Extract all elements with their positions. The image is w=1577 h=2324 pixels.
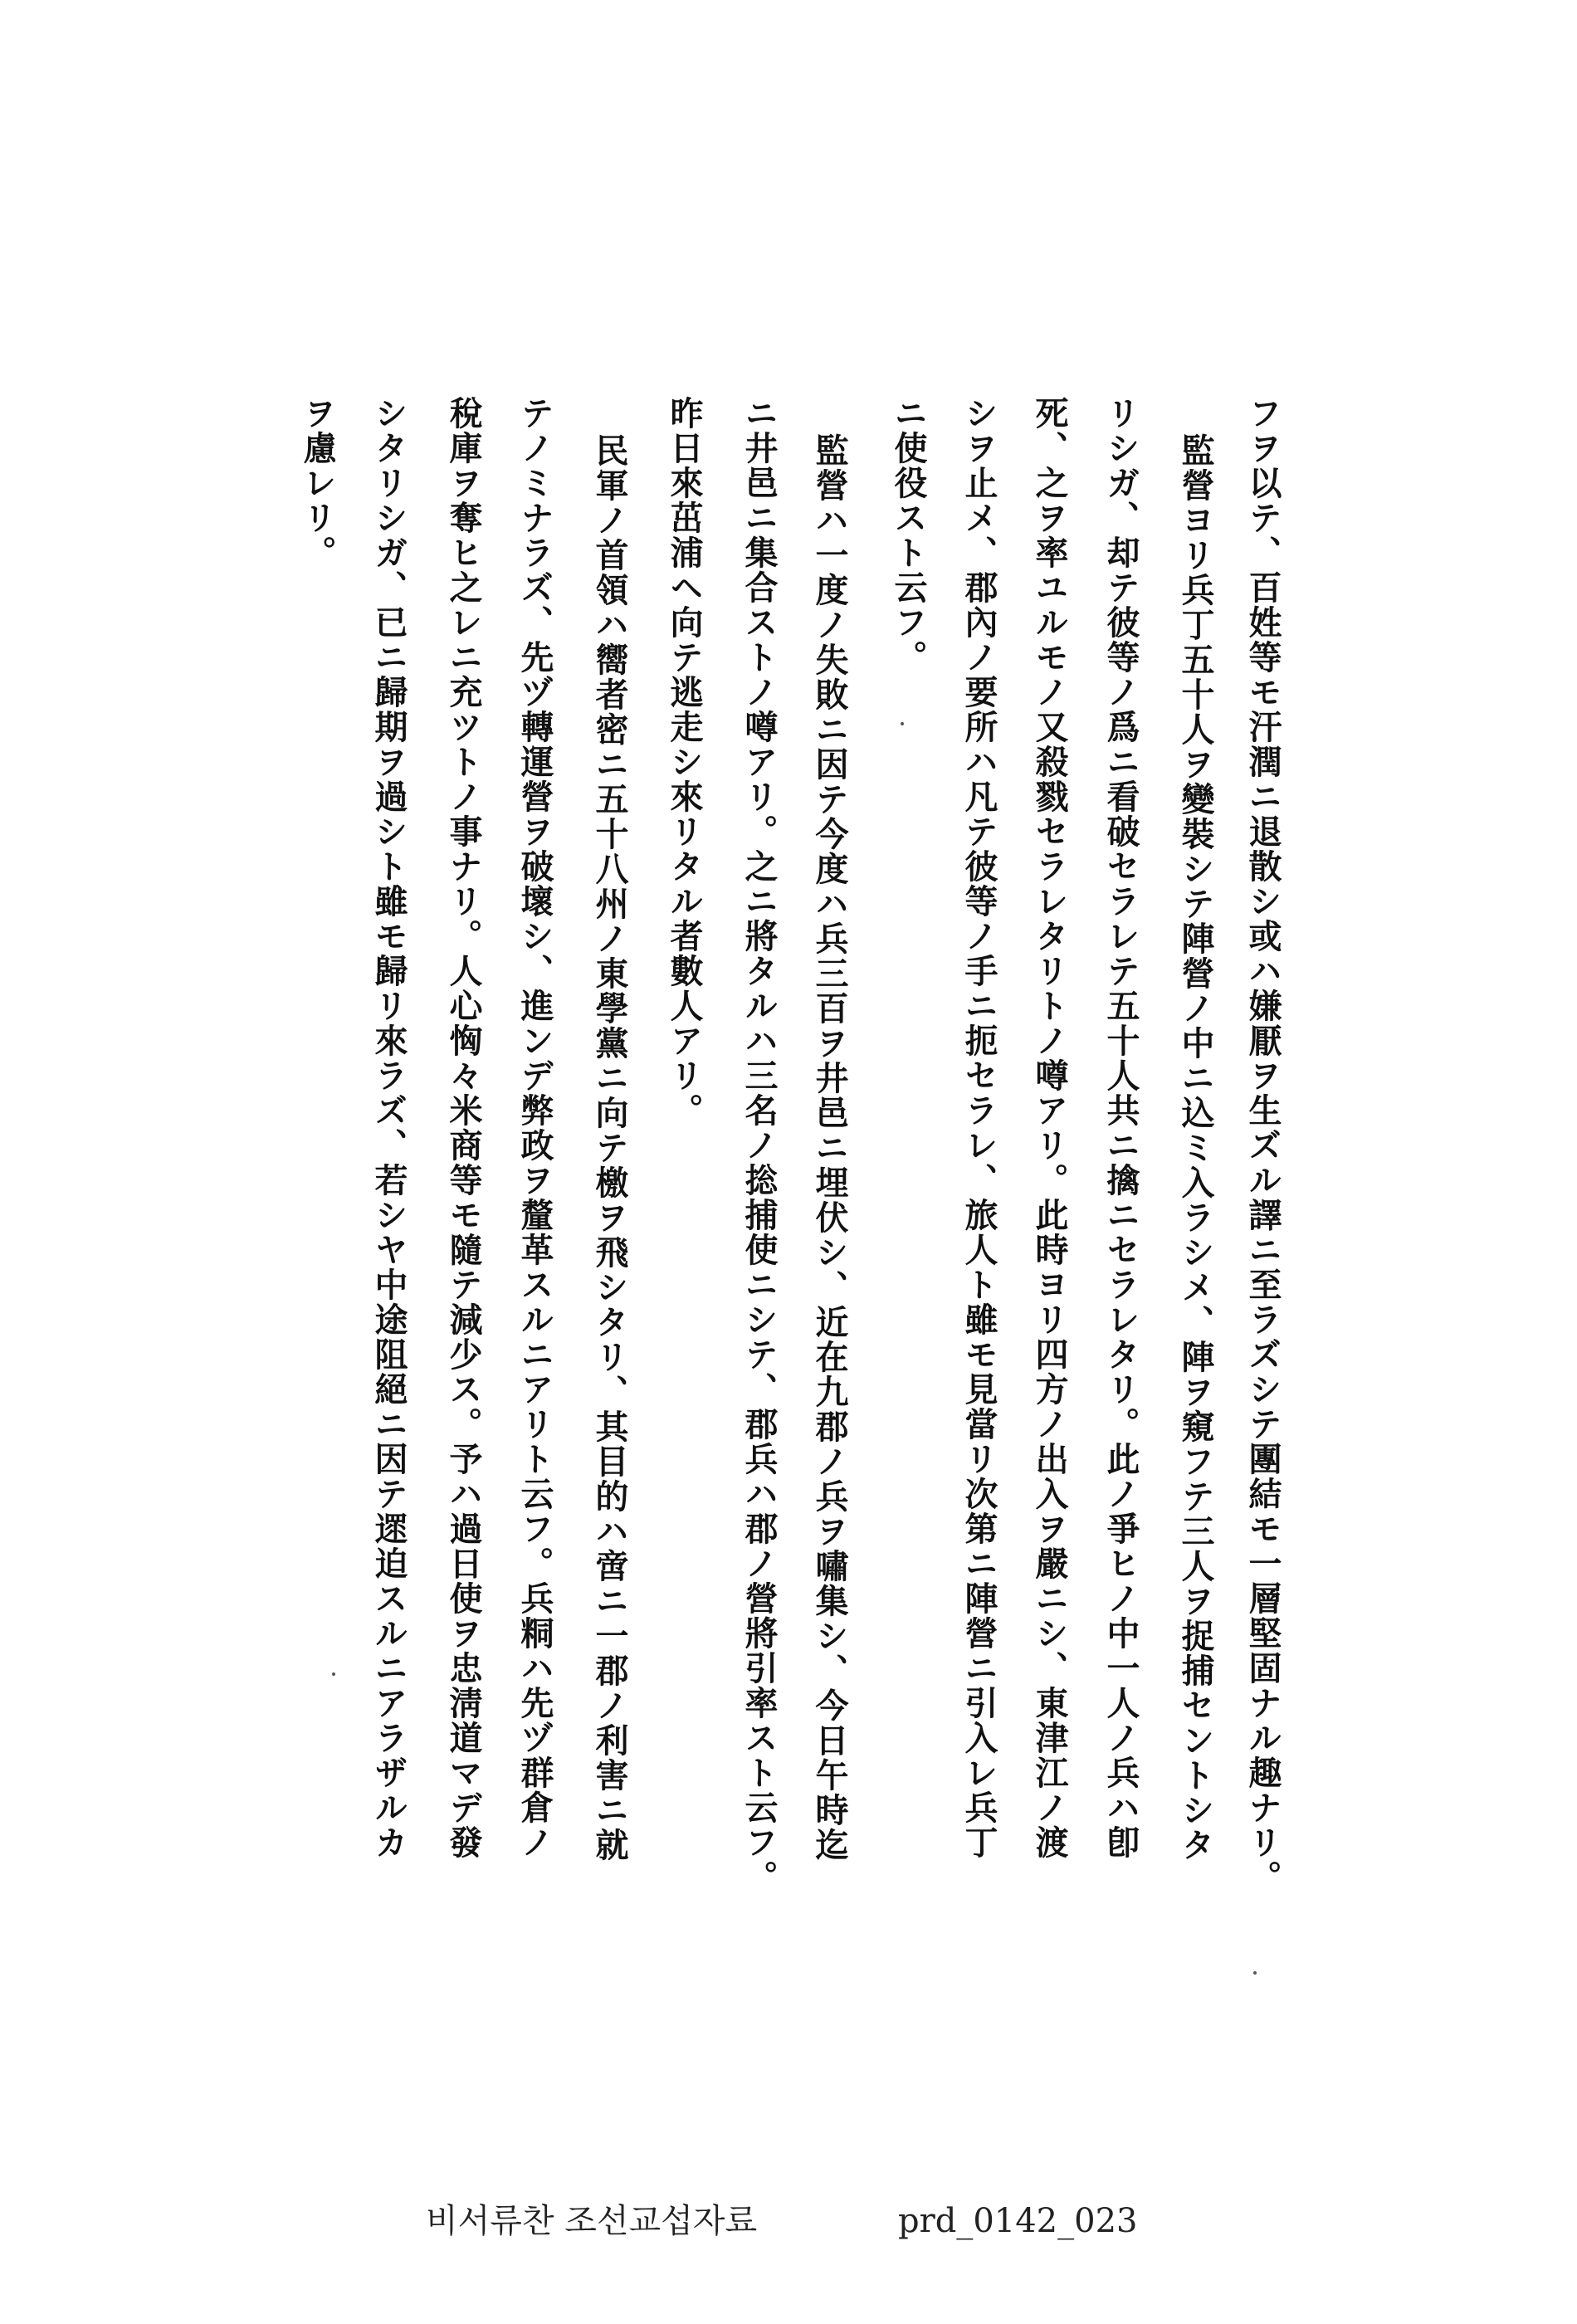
text-column: 民軍ノ首領ハ嚮者密ニ五十八州ノ東學黨ニ向テ檄ヲ飛シタリ、其目的ハ啻ニ一郡ノ利害ニ就 — [590, 433, 629, 1863]
text-column: テノミナラズ、先ヅ轉運營ヲ破壞シ、進ンデ弊政ヲ釐革スルニアリト云フ。兵粡ハ先ヅ群倉ノ — [515, 396, 554, 1860]
footer-page-id: prd_0142_023 — [898, 2202, 1138, 2240]
scan-speck — [901, 722, 904, 725]
text-column: ニ使役スト云フ。 — [889, 396, 928, 675]
text-column: 稅庫ヲ奪ヒ之レニ充ツトノ事ナリ。人心恟々米商等モ隨テ減少ス。予ハ過日使ヲ忠淸道マデ發 — [444, 396, 483, 1860]
text-column: 監營ヨリ兵丁五十人ヲ變裝シテ陣營ノ中ニ込ミ入ラシメ、陣ヲ窺フテ三人ヲ捉捕セントシタ — [1176, 433, 1215, 1863]
scan-speck — [1253, 1971, 1257, 1975]
text-column: ニ井邑ニ集合ストノ噂アリ。之ニ將タルハ三名ノ捴捕使ニシテ、郡兵ハ郡ノ營將引率スト云フ。 — [740, 396, 779, 1895]
text-column: シタリシガ、已ニ歸期ヲ過シト雖モ歸リ來ラズ、若シヤ中途阻絕ニ因テ遝迫スルニアラザルカ — [369, 396, 408, 1860]
scan-speck — [332, 1672, 335, 1676]
text-column: ヲ慮レリ。 — [298, 396, 337, 570]
text-column: シヲ止メ、郡內ノ要所ハ凡テ彼等ノ手ニ扼セラレ、旅人ト雖モ見當リ次第ニ陣營ニ引入レ兵丁 — [959, 396, 998, 1860]
footer-collection-title: 비서류찬 조선교섭자료 — [426, 2202, 758, 2240]
text-column: フヲ以テ、百姓等モ汗潤ニ退散シ或ハ嫌厭ヲ生ズル譯ニ至ラズシテ團結モ一層堅固ナル趣ナリ。 — [1243, 396, 1282, 1895]
text-column: リシガ、却テ彼等ノ爲ニ看破セラレテ五十人共ニ擒ニセラレタリ。此ノ爭ヒノ中一人ノ兵ハ卽 — [1101, 396, 1140, 1860]
text-column: 監營ハ一度ノ失敗ニ因テ今度ハ兵三百ヲ井邑ニ埋伏シ、近在九郡ノ兵ヲ嘯集シ、今日午時迄 — [810, 433, 849, 1863]
text-column: 死、之ヲ率ユルモノ又殺戮セラレタリトノ噂アリ。此時ヨリ四方ノ出入ヲ嚴ニシ、東津江ノ渡 — [1030, 396, 1069, 1860]
text-column: 昨日來茁浦ヘ向テ逃走シ來リタル者數人アリ。 — [665, 396, 704, 1128]
